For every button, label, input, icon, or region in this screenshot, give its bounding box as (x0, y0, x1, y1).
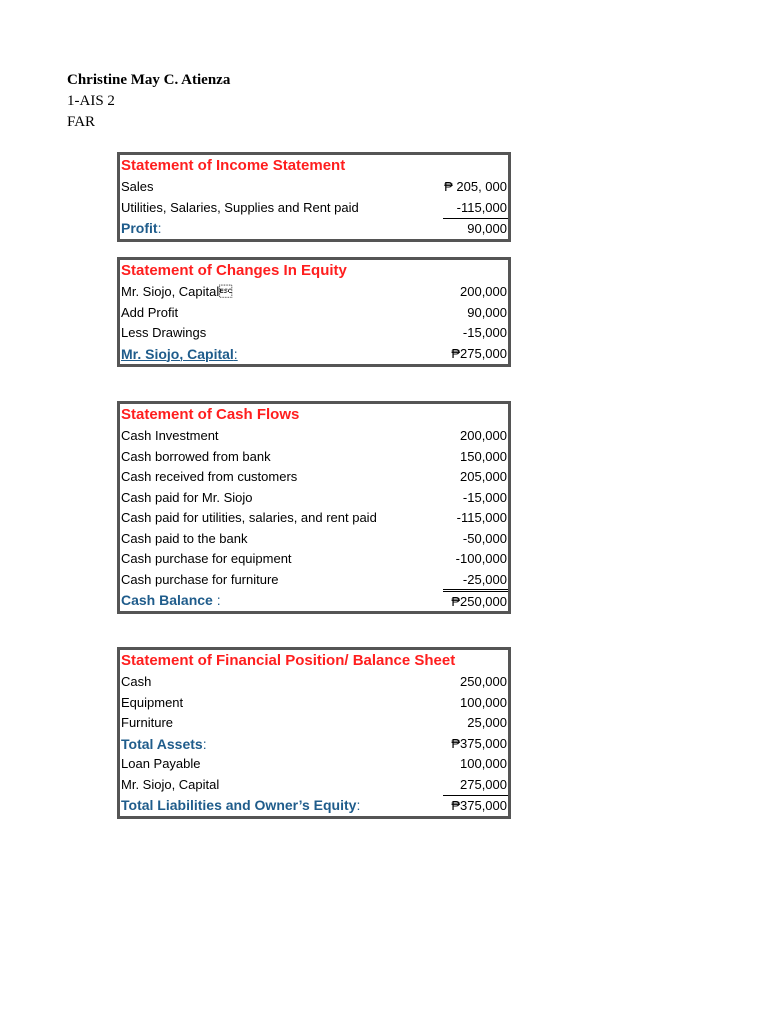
changes-in-equity-title: Statement of Changes In Equity (121, 262, 347, 279)
row-amount: -100,000 (455, 551, 507, 567)
row-amount: 200,000 (460, 428, 507, 444)
row-label: Sales (121, 179, 154, 195)
table-row (120, 488, 508, 509)
total-label-text: Total Assets (121, 735, 203, 752)
table-row (120, 508, 508, 529)
total-amount: ₱275,000 (451, 345, 507, 361)
student-name: Christine May C. Atienza (67, 72, 231, 88)
total-label-colon: : (202, 735, 207, 752)
document-header (67, 70, 230, 133)
table-row (120, 426, 508, 447)
profit-total-row (120, 218, 508, 239)
table-row (120, 570, 508, 591)
table-row (120, 323, 508, 344)
total-liabilities-equity-row (120, 795, 508, 816)
table-row (120, 693, 508, 714)
row-amount: ₱ 205, 000 (444, 179, 507, 195)
capital-total-row (120, 344, 508, 365)
table-row (120, 447, 508, 468)
cash-balance-total-row (120, 590, 508, 611)
changes-in-equity-table (117, 257, 511, 367)
row-amount: 150,000 (460, 448, 507, 464)
total-label-colon: : (157, 220, 162, 237)
income-statement-table (117, 152, 511, 242)
row-label: Less Drawings (121, 325, 207, 341)
table-row (120, 177, 508, 198)
row-label: Cash Investment (121, 428, 219, 444)
row-label: Cash paid for Mr. Siojo (121, 489, 253, 505)
subject: FAR (67, 114, 96, 130)
total-label-text: Profit (121, 220, 158, 237)
table-row (120, 467, 508, 488)
total-assets-row (120, 734, 508, 755)
row-label: Utilities, Salaries, Supplies and Rent paid (121, 199, 359, 215)
row-amount: -115,000 (456, 510, 507, 526)
financial-position-title: Statement of Financial Position/ Balance Sheet (121, 652, 456, 669)
row-label: Cash paid to the bank (121, 530, 248, 546)
total-label-colon: : (212, 592, 221, 609)
total-label-text: Total Liabilities and Owner’s Equity (121, 797, 357, 814)
row-label: Cash purchase for furniture (121, 571, 279, 587)
table-row (120, 282, 508, 303)
student-section: 1-AIS 2 (67, 93, 115, 109)
row-label: Loan Payable (121, 756, 201, 772)
row-amount: -15,000 (462, 325, 507, 341)
row-label: Cash received from customers (121, 469, 298, 485)
row-amount: -25,000 (462, 571, 507, 587)
table-row (120, 754, 508, 775)
row-amount: 100,000 (460, 756, 507, 772)
row-amount: 250,000 (460, 674, 507, 690)
row-label: Cash paid for utilities, salaries, and rent paid (121, 510, 377, 526)
table-row (120, 672, 508, 693)
table-row (120, 303, 508, 324)
total-label (121, 218, 161, 238)
total-label-text: Mr. Siojo, Capital (121, 345, 234, 362)
total-label-text: Cash Balance (121, 592, 213, 609)
total-amount: ₱375,000 (443, 795, 508, 816)
row-amount: 100,000 (460, 694, 507, 710)
row-label: Mr. Siojo, Capital (121, 284, 233, 300)
row-label: Furniture (121, 715, 174, 731)
table-row (120, 198, 508, 219)
total-label (121, 734, 207, 754)
row-label: Equipment (121, 694, 184, 710)
cash-flows-table (117, 401, 511, 614)
row-amount: 275,000 (460, 776, 507, 792)
row-amount: 200,000 (460, 284, 507, 300)
table-row (120, 713, 508, 734)
total-label-colon: : (356, 797, 361, 814)
total-label (121, 590, 221, 610)
table-row (120, 549, 508, 570)
row-amount: -15,000 (462, 489, 507, 505)
row-amount: 205,000 (460, 469, 507, 485)
total-amount: 90,000 (443, 218, 508, 239)
total-label (121, 344, 238, 364)
total-amount: ₱375,000 (451, 735, 507, 751)
total-label-colon: : (233, 345, 238, 362)
row-amount: -50,000 (462, 530, 507, 546)
row-amount: -115,000 (456, 199, 507, 215)
row-label: Add Profit (121, 304, 179, 320)
financial-position-table (117, 647, 511, 819)
row-amount: 90,000 (467, 304, 507, 320)
total-amount: ₱250,000 (443, 589, 508, 612)
row-label: Cash purchase for equipment (121, 551, 292, 567)
row-amount: 25,000 (467, 715, 507, 731)
total-label (121, 795, 360, 815)
row-label: Cash borrowed from bank (121, 448, 271, 464)
row-label: Cash (121, 674, 152, 690)
table-row (120, 529, 508, 550)
row-label: Mr. Siojo, Capital (121, 776, 220, 792)
cash-flows-title: Statement of Cash Flows (121, 406, 300, 423)
income-statement-title: Statement of Income Statement (121, 157, 346, 174)
table-row (120, 775, 508, 796)
